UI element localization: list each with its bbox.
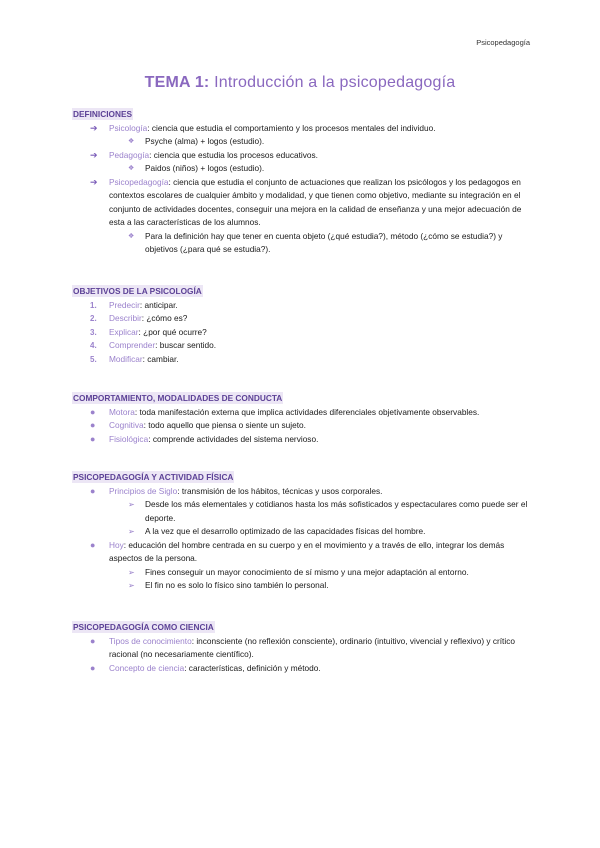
item-number: 5.	[90, 354, 97, 364]
list-item	[72, 433, 532, 447]
sub-text: El fin no es solo lo físico sino también lo personal.	[145, 580, 329, 590]
title-prefix: TEMA 1:	[144, 74, 210, 91]
sub-item	[72, 498, 532, 525]
definition: : ¿por qué ocurre?	[138, 326, 207, 337]
list-item	[72, 326, 532, 340]
sub-text: Desde los más elementales y cotidianos hasta los más sofisticados y espectaculares como puede ser el deporte.	[145, 499, 528, 523]
definition: : toda manifestación externa que implica actividades diferenciales objetivamente observables.	[134, 406, 480, 417]
list-item	[72, 662, 532, 676]
document-title	[0, 73, 600, 93]
bullet-icon: ●	[90, 406, 96, 417]
list-item	[72, 485, 532, 499]
term: Hoy	[109, 539, 124, 550]
diamond-bullet-icon: ❖	[128, 138, 135, 145]
definition: : educación del hombre centrada en su cuerpo y en el movimiento y a través de ello, integrar los demás aspectos de la persona.	[109, 539, 505, 563]
term: Psicopedagogía	[109, 176, 169, 187]
term: Describir	[109, 313, 142, 323]
sub-item	[72, 579, 532, 593]
section-actividad-fisica	[72, 471, 532, 593]
section-como-ciencia	[72, 621, 532, 675]
term: Explicar	[109, 326, 139, 337]
arrow-right-icon: ➔	[90, 176, 98, 187]
definition: : comprende actividades del sistema nervioso.	[148, 433, 319, 444]
arrowhead-bullet-icon: ➢	[128, 567, 135, 577]
term: Fisiológica	[109, 433, 149, 444]
list-item	[72, 539, 532, 566]
list-item	[72, 149, 532, 163]
list-item	[72, 299, 532, 313]
arrow-right-icon: ➔	[90, 149, 98, 160]
list-item	[72, 635, 532, 662]
section-heading: OBJETIVOS DE LA PSICOLOGÍA	[73, 286, 202, 296]
arrowhead-bullet-icon: ➢	[128, 581, 135, 590]
bullet-icon: ●	[90, 420, 96, 430]
definition: : ciencia que estudia los procesos educativos.	[149, 149, 318, 160]
definition: : cambiar.	[142, 353, 179, 364]
term: Cognitiva	[109, 420, 144, 430]
sub-item	[72, 230, 532, 257]
arrowhead-bullet-icon: ➢	[128, 527, 135, 536]
arrow-right-icon: ➔	[90, 122, 98, 133]
term: Principios de Siglo	[109, 485, 178, 496]
diamond-bullet-icon: ❖	[128, 232, 135, 240]
arrowhead-bullet-icon: ➢	[128, 500, 135, 509]
list-item	[72, 122, 532, 136]
sub-item	[72, 162, 532, 176]
term: Tipos de conocimiento	[109, 635, 192, 646]
item-number: 1.	[90, 300, 97, 310]
section-definiciones	[72, 108, 532, 257]
list-item	[72, 353, 532, 367]
term: Pedagogía	[109, 149, 150, 160]
list-item	[72, 339, 532, 353]
section-heading: PSICOPEDAGOGÍA COMO CIENCIA	[73, 622, 214, 632]
list-item	[72, 176, 532, 230]
term: Modificar	[109, 353, 143, 364]
definition: : buscar sentido.	[155, 340, 217, 350]
bullet-icon: ●	[90, 662, 96, 673]
item-number: 2.	[90, 314, 97, 323]
bullet-icon: ●	[90, 485, 96, 496]
section-heading: COMPORTAMIENTO, MODALIDADES DE CONDUCTA	[73, 393, 283, 403]
section-heading: DEFINICIONES	[73, 109, 133, 119]
definition: : características, definición y método.	[184, 662, 321, 673]
bullet-icon: ●	[90, 539, 96, 550]
term: Predecir	[109, 299, 140, 310]
definition: : anticipar.	[139, 299, 178, 310]
definition: : inconsciente (no reflexión consciente), ordinario (intuitivo, vivencial y reflexivo) y crítico racional (no necesariamente científico).	[109, 635, 515, 659]
term: Concepto de ciencia	[109, 662, 185, 673]
item-number: 4.	[90, 341, 97, 350]
section-objetivos	[72, 285, 532, 366]
sub-text: Fines conseguir un mayor conocimiento de sí mismo y una mejor adaptación al entorno.	[145, 566, 469, 577]
section-heading: PSICOPEDAGOGÍA Y ACTIVIDAD FÍSICA	[73, 472, 234, 482]
diamond-bullet-icon: ❖	[128, 165, 135, 172]
sub-text: Psyche (alma) + logos (estudio).	[145, 136, 265, 146]
definition: : ciencia que estudia el comportamiento y los procesos mentales del individuo.	[147, 122, 436, 133]
bullet-icon: ●	[90, 433, 96, 444]
definition: : ¿cómo es?	[141, 313, 188, 323]
list-item	[72, 419, 532, 433]
definition: : ciencia que estudia el conjunto de actuaciones que realizan los psicólogos y los pedagogos en contextos escolares de cualquier ámbito y modalidad, y que tienen como objetivo, mediante su integración en el conjunto de actividades docentes, conseguir una mejora en la calidad de enseñanza y una mejor adecuación de esta a las características de los alumnos.	[109, 176, 522, 227]
sub-item	[72, 566, 532, 580]
sub-item	[72, 525, 532, 539]
sub-text: A la vez que el desarrollo optimizado de las capacidades físicas del hombre.	[145, 526, 426, 536]
item-number: 3.	[90, 327, 97, 337]
list-item	[72, 406, 532, 420]
title-main: Introducción a la psicopedagogía	[209, 74, 456, 91]
definition: : transmisión de los hábitos, técnicas y usos corporales.	[177, 485, 383, 496]
sub-text: Paidos (niños) + logos (estudio).	[145, 163, 265, 173]
list-item	[72, 312, 532, 326]
term: Psicología	[109, 122, 148, 133]
sub-text: Para la definición hay que tener en cuenta objeto (¿qué estudia?), método (¿cómo se estudia?) y objetivos (¿para qué se estudia?).	[145, 230, 503, 254]
term: Motora	[109, 406, 135, 417]
term: Comprender	[109, 340, 156, 350]
section-comportamiento	[72, 392, 532, 446]
running-header: Psicopedagogía	[476, 38, 530, 47]
sub-item	[72, 135, 532, 149]
definition: : todo aquello que piensa o siente un sujeto.	[143, 420, 306, 430]
bullet-icon: ●	[90, 635, 96, 646]
